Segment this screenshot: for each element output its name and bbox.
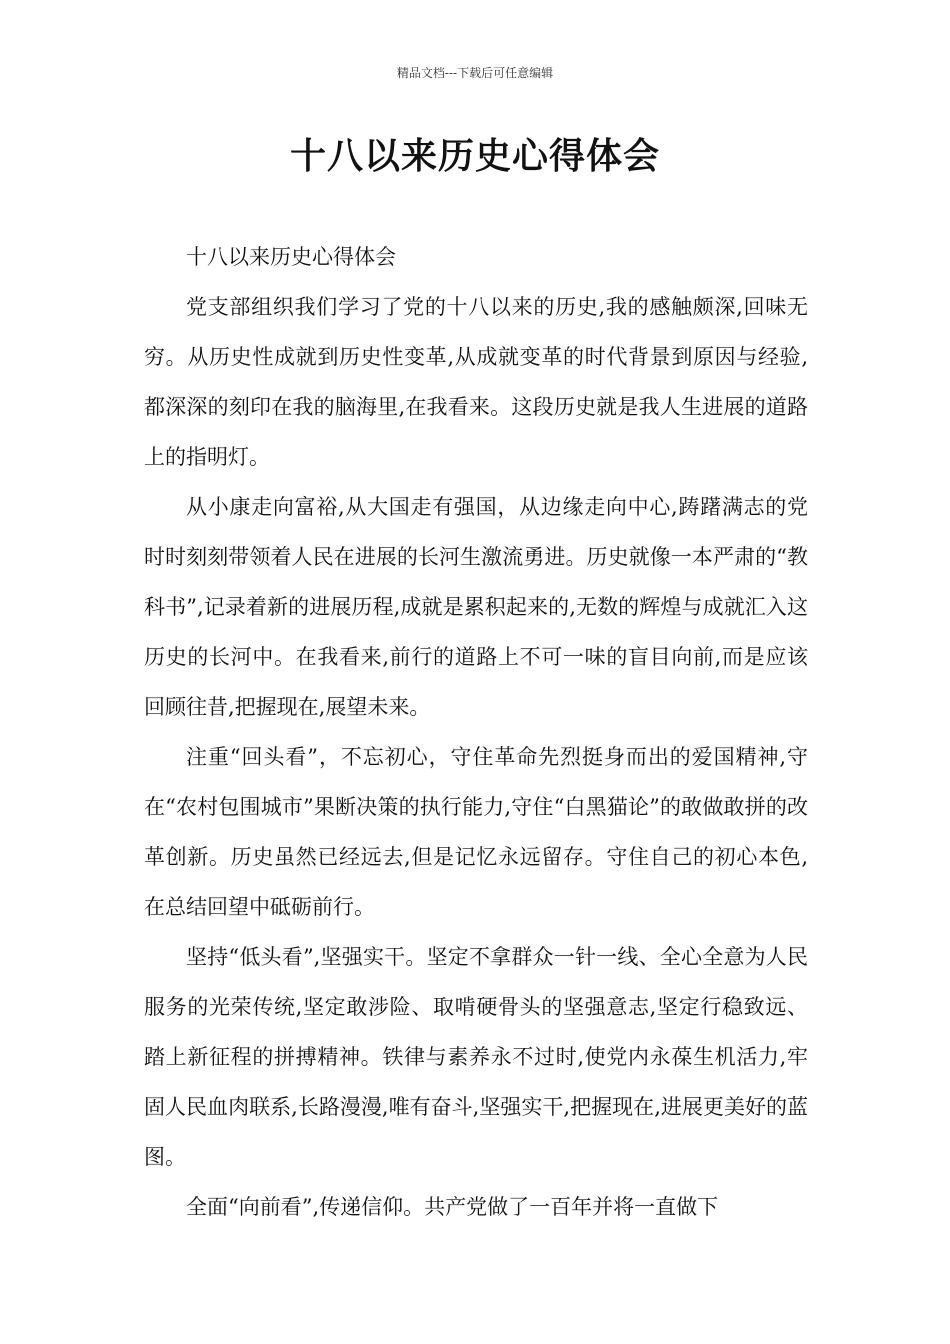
paragraph: 全面“向前看”,传递信仰。共产党做了一百年并将一直做下 <box>186 1195 719 1219</box>
paragraph: 党支部组织我们学习了党的十八以来的历史,我的感触颇深,回味无穷。从历史性成就到历史性变革,从成就变革的时代背景到原因与经验,都深深的刻印在我的脑海里,在我看来。这段历史就是我人生进展的道路上的指明灯。 <box>144 295 808 469</box>
document-body <box>144 232 808 1232</box>
header-note: 精品文档---下载后可任意编辑 <box>396 66 554 80</box>
paragraph: 坚持“低头看”,坚强实干。坚定不拿群众一针一线、全心全意为人民服务的光荣传统,坚定敢涉险、取啃硬骨头的坚强意志,坚定行稳致远、踏上新征程的拼搏精神。铁律与素养永不过时,使党内永葆生机活力,牢固人民血肉联系,长路漫漫,唯有奋斗,坚强实干,把握现在,进展更美好的蓝图。 <box>144 945 808 1169</box>
document-title: 十八以来历史心得体会 <box>289 135 660 177</box>
paragraph: 注重“回头看”，不忘初心，守住革命先烈挺身而出的爱国精神,守在“农村包围城市”果断决策的执行能力,守住“白黑猫论”的敢做敢拼的改革创新。历史虽然已经远去,但是记忆永远留存。守住自己的初心本色,在总结回望中砥砺前行。 <box>144 745 808 919</box>
paragraph: 从小康走向富裕,从大国走有强国，从边缘走向中心,踌躇满志的党时时刻刻带领着人民在进展的长河生激流勇进。历史就像一本严肃的“教科书”,记录着新的进展历程,成就是累积起来的,无数的辉煌与成就汇入这历史的长河中。在我看来,前行的道路上不可一味的盲目向前,而是应该回顾往昔,把握现在,展望未来。 <box>144 495 808 719</box>
document-subtitle: 十八以来历史心得体会 <box>186 245 396 269</box>
